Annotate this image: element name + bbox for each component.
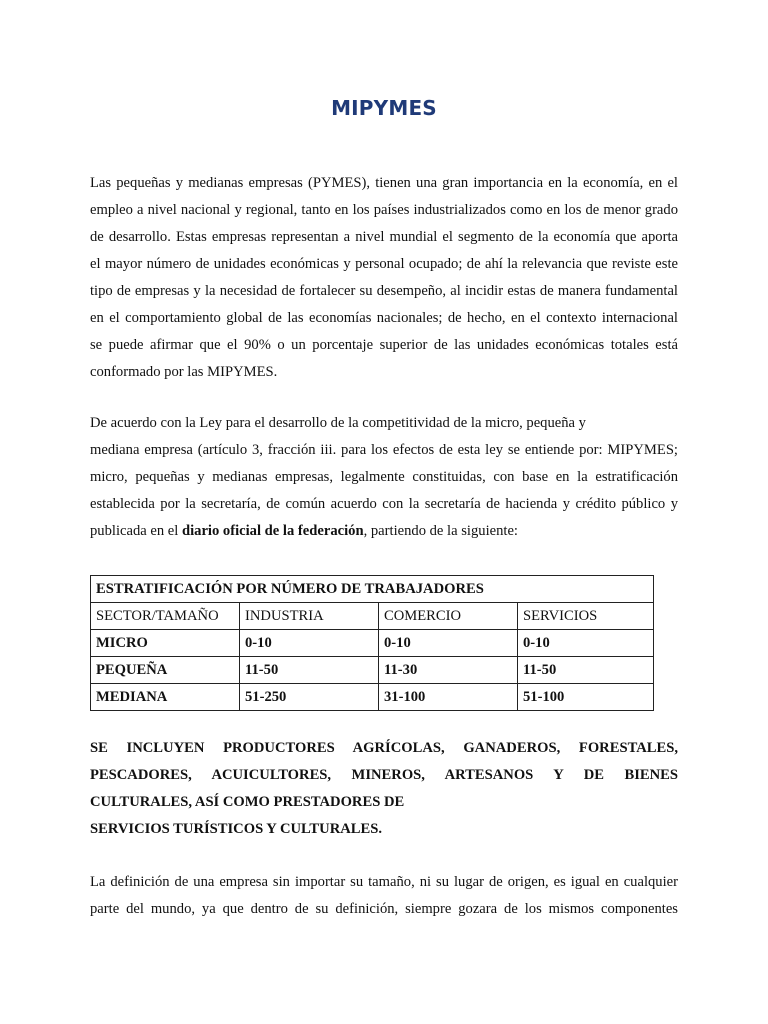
text-line: La definición de una empresa sin importar su tamaño, ni su lugar de origen, es igual en cualquier (90, 874, 678, 890)
text-segment: publicada en el (90, 523, 182, 539)
table-cell: 11-50 (518, 657, 654, 684)
table-cell: 11-30 (379, 657, 518, 684)
text-line: el mayor número de unidades económicas y personal ocupado; de ahí la relevancia que reviste este (90, 256, 678, 272)
text-line: Las pequeñas y medianas empresas (PYMES), tienen una gran importancia en la economía, en el (90, 175, 678, 191)
table-title-row (91, 576, 654, 603)
text-line: CULTURALES, ASÍ COMO PRESTADORES DE (90, 794, 405, 810)
text-segment: , partiendo de la siguiente: (363, 523, 518, 539)
table-header-row (91, 603, 654, 630)
included-sectors-paragraph (90, 735, 678, 843)
stratification-table (90, 575, 654, 711)
text-line: De acuerdo con la Ley para el desarrollo de la competitividad de la micro, pequeña y (90, 415, 586, 431)
text-line: tipo de empresas y la necesidad de fortalecer su desempeño, al incidir estas de manera fundamental (90, 283, 678, 299)
table-cell: 0-10 (518, 630, 654, 657)
text-line: establecida por la secretaría, de común acuerdo con la secretaría de hacienda y crédito público y (90, 496, 678, 512)
law-paragraph (90, 410, 678, 545)
page-title: MIPYMES (331, 96, 437, 120)
table-cell: 31-100 (379, 684, 518, 711)
table-cell: 0-10 (379, 630, 518, 657)
text-line: conformado por las MIPYMES. (90, 364, 278, 380)
text-line: parte del mundo, ya que dentro de su definición, siempre gozara de los mismos componentes (90, 901, 678, 917)
table-row-label: PEQUEÑA (91, 657, 240, 684)
table-header-cell: COMERCIO (379, 603, 518, 630)
text-line: mediana empresa (artículo 3, fracción iii. para los efectos de esta ley se entiende por: MIPYMES; (90, 442, 678, 458)
text-line: PESCADORES, ACUICULTORES, MINEROS, ARTESANOS Y DE BIENES (90, 767, 678, 783)
table-header-cell: INDUSTRIA (240, 603, 379, 630)
table-row-label: MICRO (91, 630, 240, 657)
text-line: se puede afirmar que el 90% o un porcentaje superior de las unidades económicas totales está (90, 337, 678, 353)
table-header-cell: SERVICIOS (518, 603, 654, 630)
table-row (91, 684, 654, 711)
text-line: de desarrollo. Estas empresas representan a nivel mundial el segmento de la economía que aporta (90, 229, 678, 245)
table-cell: 11-50 (240, 657, 379, 684)
bold-reference: diario oficial de la federación (181, 523, 364, 539)
intro-paragraph (90, 170, 678, 386)
table-row (91, 630, 654, 657)
text-line: SE INCLUYEN PRODUCTORES AGRÍCOLAS, GANADEROS, FORESTALES, (90, 740, 678, 756)
text-line (90, 518, 678, 545)
table-row-label: MEDIANA (91, 684, 240, 711)
table-title: ESTRATIFICACIÓN POR NÚMERO DE TRABAJADORES (91, 576, 654, 603)
table-cell: 0-10 (240, 630, 379, 657)
text-line: empleo a nivel nacional y regional, tanto en los países industrializados como en los de menor grado (90, 202, 678, 218)
text-line: en el comportamiento global de las economías nacionales; de hecho, en el contexto internacional (90, 310, 678, 326)
text-line: micro, pequeñas y medianas empresas, legalmente constituidas, con base en la estratificación (90, 469, 678, 485)
table-header-cell: SECTOR/TAMAÑO (91, 603, 240, 630)
definition-paragraph (90, 869, 678, 923)
table-row (91, 657, 654, 684)
table-cell: 51-100 (518, 684, 654, 711)
text-line: SERVICIOS TURÍSTICOS Y CULTURALES. (90, 821, 383, 837)
table-cell: 51-250 (240, 684, 379, 711)
